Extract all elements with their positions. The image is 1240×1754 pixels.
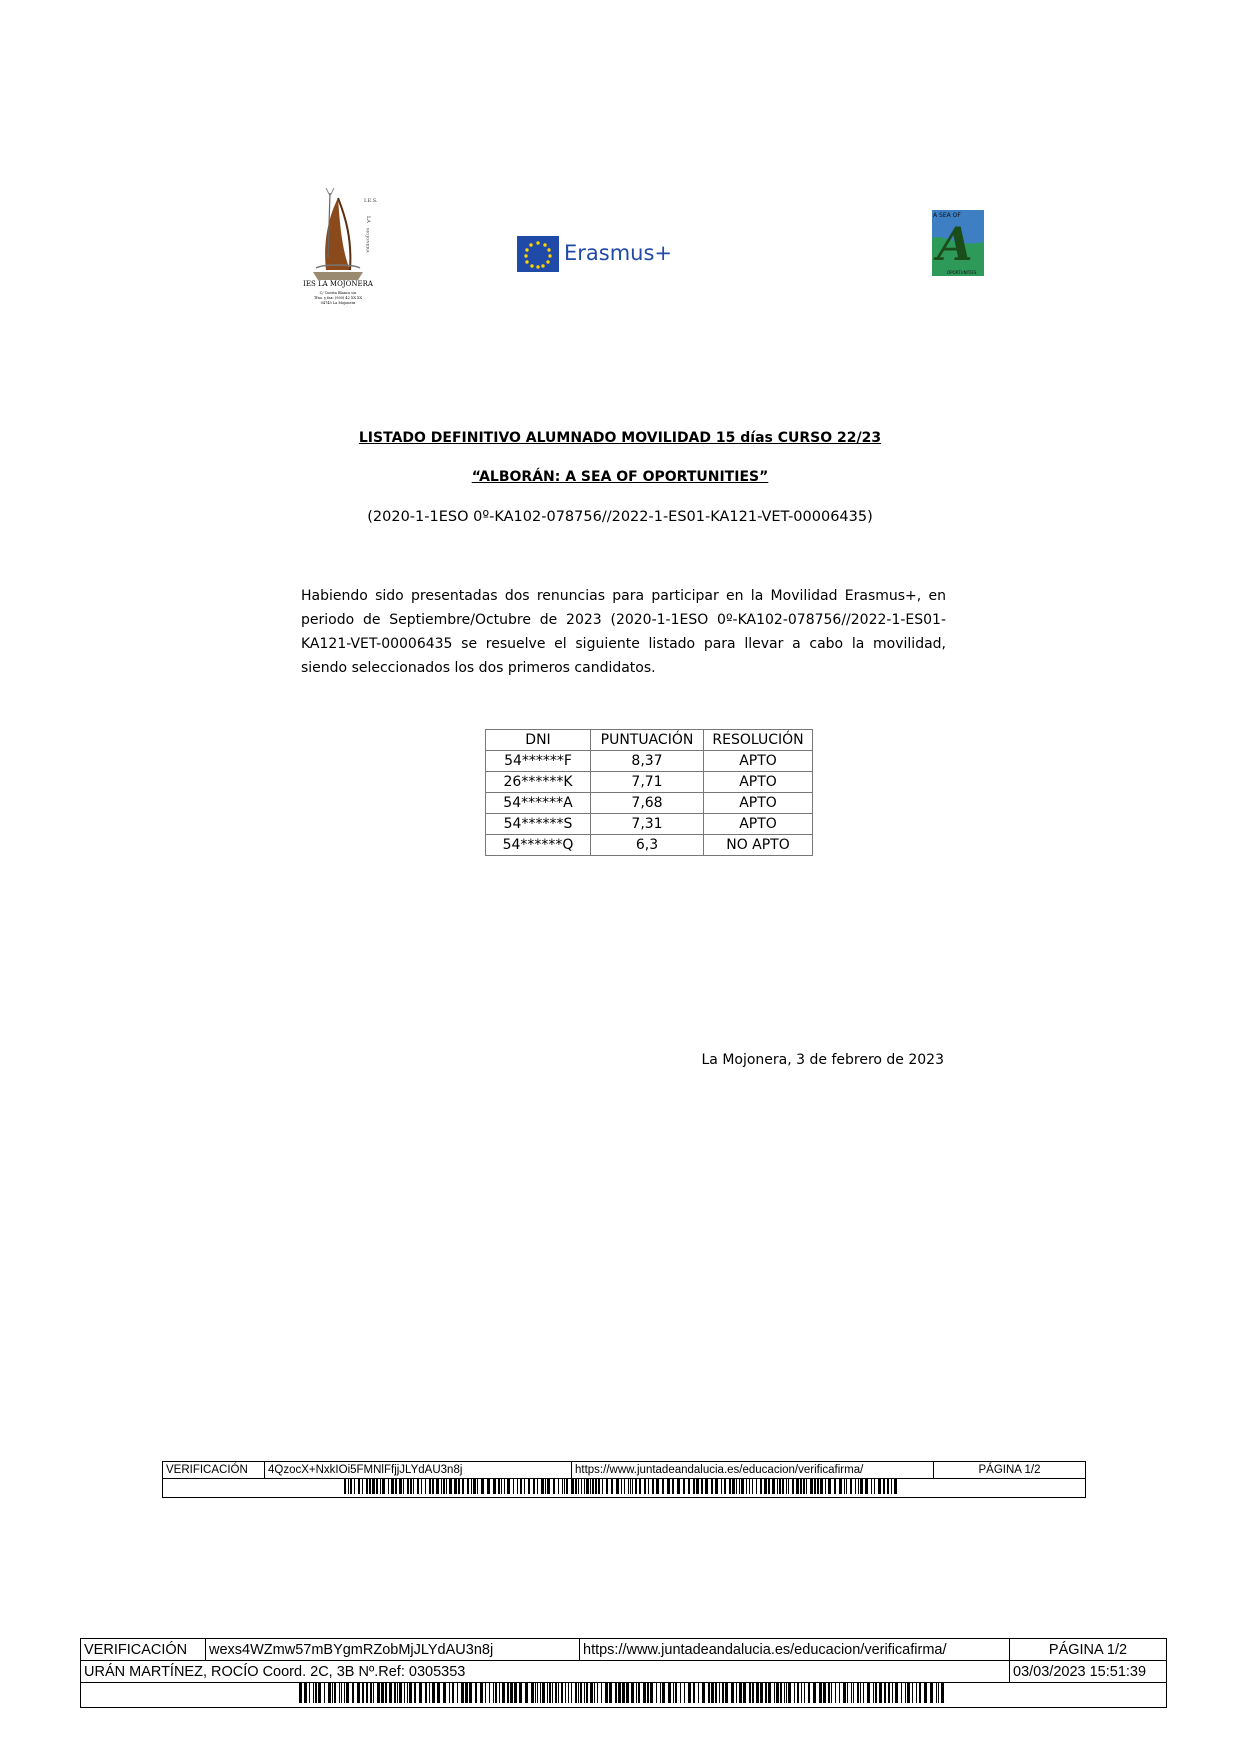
body-paragraph: Habiendo sido presentadas dos renuncias para participar en la Movilidad Erasmus+, en periodo de Septiembre/Octubre de 2023 (2020-1-1ESO 0º-KA102-078756//2022-1-ES01-KA121-VET-00006435 se resuelve el siguiente listado para llevar a cabo la movilidad, siendo seleccionados los dos primeros candidatos. (301, 588, 946, 676)
svg-text:LA: LA (365, 216, 371, 223)
table-row (486, 772, 813, 793)
table-header-row (486, 730, 813, 751)
score-cell: 7,68 (591, 793, 704, 814)
page-number: PÁGINA 1/2 (934, 1462, 1086, 1479)
header-dni: DNI (486, 730, 591, 751)
alboran-letter: A (937, 217, 973, 271)
resolution-cell: APTO (704, 814, 813, 835)
signature-timestamp: 03/03/2023 15:51:39 (1010, 1661, 1167, 1683)
ies-address-line: Tfno. y fax: (950) 42 XX XX (313, 296, 363, 300)
score-cell: 7,31 (591, 814, 704, 835)
barcode-row (163, 1479, 1086, 1498)
erasmus-plus-logo (517, 236, 673, 274)
document-title: LISTADO DEFINITIVO ALUMNADO MOVILIDAD 15 días CURSO 22/23 (358, 430, 882, 446)
score-cell: 6,3 (591, 835, 704, 856)
svg-text:I.E.S.: I.E.S. (364, 198, 378, 204)
alboran-logo (930, 208, 986, 278)
page-number: PÁGINA 1/2 (1010, 1639, 1167, 1661)
verification-url[interactable]: https://www.juntadeandalucia.es/educacion/verificafirma/ (580, 1639, 1010, 1661)
project-name: “ALBORÁN: A SEA OF OPORTUNITIES” (471, 469, 769, 485)
barcode-icon (344, 1479, 904, 1494)
resolution-cell: APTO (704, 793, 813, 814)
ies-name: IES LA MOJONERA (303, 280, 373, 288)
dni-cell: 54******Q (486, 835, 591, 856)
results-table (485, 729, 813, 856)
place-date: La Mojonera, 3 de febrero de 2023 (701, 1052, 944, 1068)
header-puntuacion: PUNTUACIÓN (591, 730, 704, 751)
signer-info: URÁN MARTÍNEZ, ROCÍO Coord. 2C, 3B Nº.Ref: 0305353 (81, 1661, 1010, 1683)
verification-code: 4QzocX+NxkIOi5FMNlFfjjJLYdAU3n8j (265, 1462, 572, 1479)
svg-text:MOJONERA: MOJONERA (365, 228, 371, 253)
dni-cell: 54******S (486, 814, 591, 835)
verification-code: wexs4WZmw57mBYgmRZobMjJLYdAU3n8j (206, 1639, 580, 1661)
resolution-cell: NO APTO (704, 835, 813, 856)
ies-la-mojonera-logo (298, 188, 378, 313)
project-code: (2020-1-1ESO 0º-KA102-078756//2022-1-ES01-KA121-VET-00006435) (367, 509, 873, 525)
barcode-row (81, 1683, 1167, 1708)
barcode-icon (299, 1683, 949, 1703)
resolution-cell: APTO (704, 751, 813, 772)
resolution-cell: APTO (704, 772, 813, 793)
verification-box-inner (162, 1461, 1086, 1498)
alboran-top-text: A SEA OF (933, 212, 961, 219)
ies-address-line: C/ Cuesta Blanca s/n (319, 291, 357, 295)
alboran-bottom-text: OPORTUNITIES (947, 270, 977, 275)
ies-address-line: 04745 La Mojonera (320, 301, 356, 305)
verification-label: VERIFICACIÓN (163, 1462, 265, 1479)
header-resolucion: RESOLUCIÓN (704, 730, 813, 751)
dni-cell: 26******K (486, 772, 591, 793)
table-row (486, 835, 813, 856)
dni-cell: 54******F (486, 751, 591, 772)
sail-sculpture-icon (298, 188, 378, 283)
table-row (486, 751, 813, 772)
score-cell: 7,71 (591, 772, 704, 793)
verification-url[interactable]: https://www.juntadeandalucia.es/educacion/verificafirma/ (572, 1462, 934, 1479)
ies-address (298, 291, 378, 306)
dni-cell: 54******A (486, 793, 591, 814)
verification-box-outer (80, 1638, 1167, 1708)
verification-label: VERIFICACIÓN (81, 1639, 206, 1661)
table-row (486, 814, 813, 835)
score-cell: 8,37 (591, 751, 704, 772)
erasmus-label: Erasmus+ (564, 241, 673, 265)
table-row (486, 793, 813, 814)
